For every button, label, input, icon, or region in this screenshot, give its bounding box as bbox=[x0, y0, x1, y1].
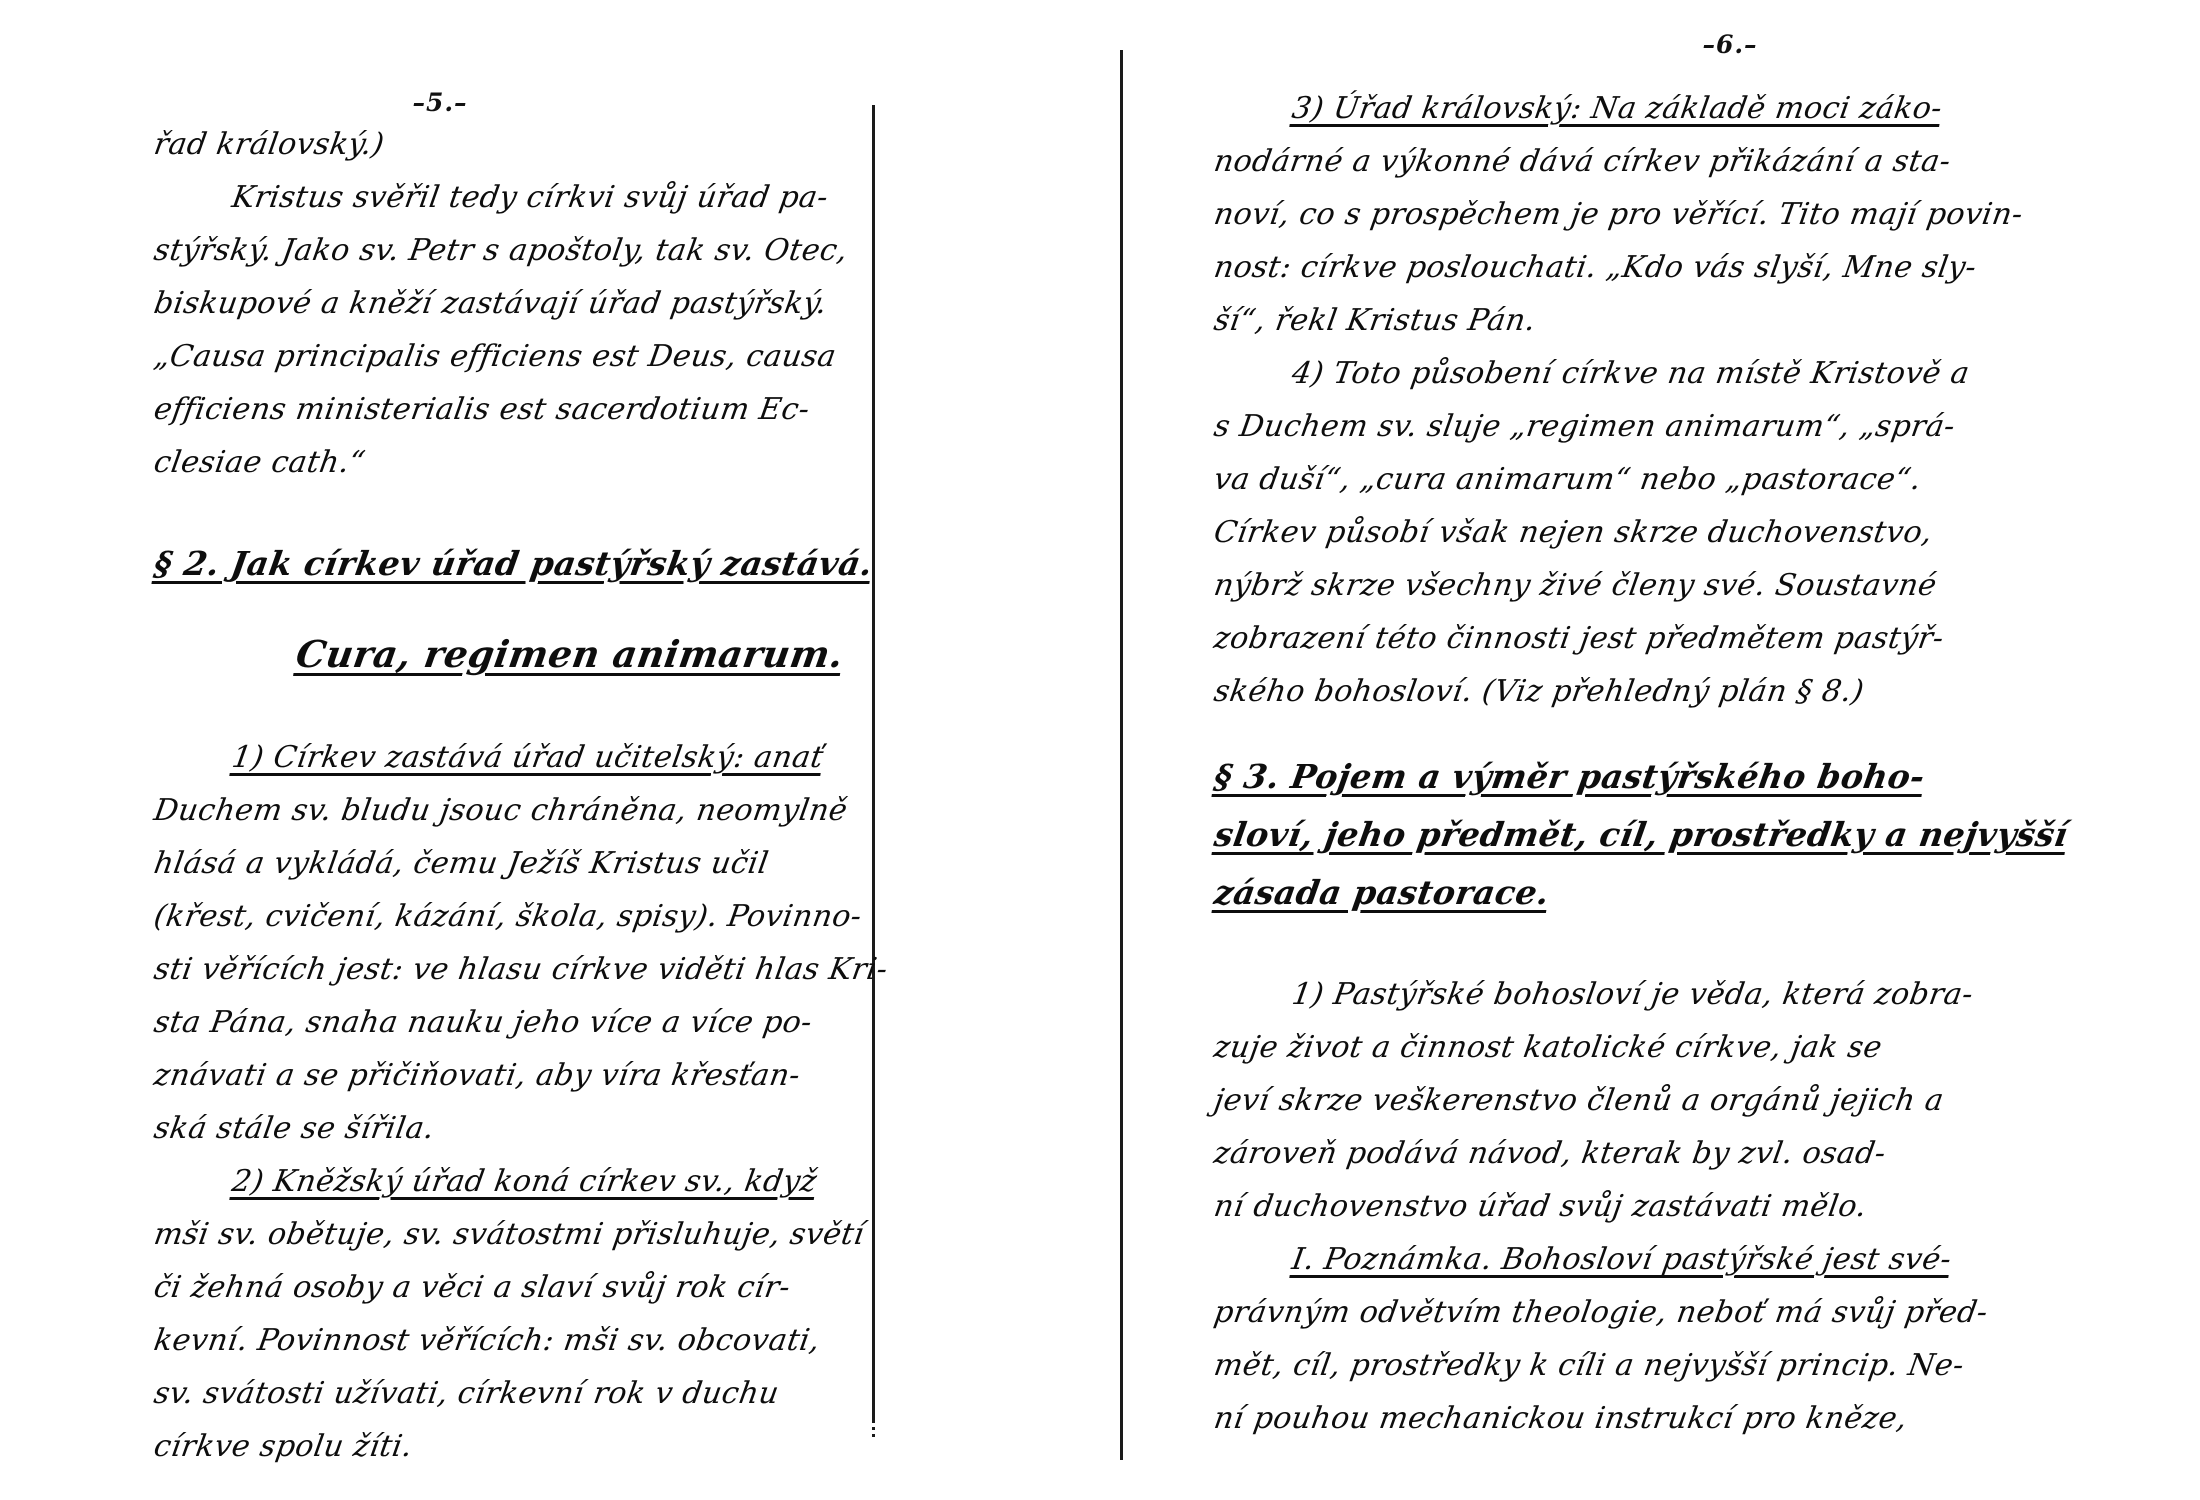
manuscript-line: stýřský. Jako sv. Petr s apoštoly, tak sv. Otec, bbox=[151, 233, 851, 268]
manuscript-line: hlásá a vykládá, čemu Ježíš Kristus učil bbox=[151, 846, 772, 881]
manuscript-line: zuje život a činnost katolické církve, jak se bbox=[1211, 1030, 1885, 1065]
manuscript-line: ská stále se šířila. bbox=[151, 1111, 437, 1146]
text-spacer bbox=[150, 489, 980, 535]
manuscript-line: kevní. Povinnost věřících: mši sv. obcovati, bbox=[151, 1323, 823, 1358]
manuscript-line: noví, co s prospěchem je pro věřící. Tito mají povin- bbox=[1211, 197, 2026, 232]
right-leaf bbox=[1100, 0, 2200, 1500]
text-spacer bbox=[150, 685, 980, 731]
manuscript-line: § 2. Jak církev úřad pastýřský zastává. bbox=[151, 544, 876, 583]
manuscript-line: clesiae cath.“ bbox=[151, 445, 368, 480]
manuscript-line: § 3. Pojem a výměr pastýřského boho- bbox=[1211, 757, 1928, 796]
left-folio-number: –5.– bbox=[412, 88, 468, 117]
manuscript-line: va duší“, „cura animarum“ nebo „pastorace“. bbox=[1211, 462, 1924, 497]
right-text-block bbox=[1210, 82, 2071, 1445]
manuscript-line: právným odvětvím theologie, neboť má svůj před- bbox=[1211, 1295, 1991, 1330]
manuscript-line: sta Pána, snaha nauku jeho více a více po- bbox=[151, 1005, 815, 1040]
manuscript-line: ní pouhou mechanickou instrukcí pro kněze, bbox=[1211, 1401, 1910, 1436]
manuscript-line: zásada pastorace. bbox=[1211, 873, 1553, 912]
manuscript-line: 2) Kněžský úřad koná církev sv., když bbox=[229, 1164, 820, 1199]
manuscript-line: (křest, cvičení, kázání, škola, spisy). Povinno- bbox=[151, 899, 865, 934]
manuscript-line: s Duchem sv. sluje „regimen animarum“, „sprá- bbox=[1211, 409, 1958, 444]
manuscript-line: sloví, jeho předmět, cíl, prostředky a nejvyšší bbox=[1211, 815, 2071, 854]
manuscript-line: I. Poznámka. Bohosloví pastýřské jest své- bbox=[1289, 1242, 1954, 1277]
text-spacer bbox=[1210, 718, 2060, 748]
text-spacer bbox=[150, 593, 980, 623]
manuscript-line: Církev působí však nejen skrze duchovenstvo, bbox=[1211, 515, 1935, 550]
manuscript-line: sv. svátosti užívati, církevní rok v duchu bbox=[151, 1376, 782, 1411]
manuscript-line: 4) Toto působení církve na místě Kristově a bbox=[1289, 356, 1972, 391]
manuscript-line: nodárné a výkonné dává církev přikázání a sta- bbox=[1211, 144, 1954, 179]
manuscript-line: mět, cíl, prostředky k cíli a nejvyšší princip. Ne- bbox=[1211, 1348, 1967, 1383]
manuscript-line: řad královský.) bbox=[151, 127, 387, 162]
manuscript-line: „Causa principalis efficiens est Deus, causa bbox=[151, 339, 839, 374]
left-text-block bbox=[150, 118, 980, 1473]
manuscript-line: Duchem sv. bludu jsouc chráněna, neomylně bbox=[151, 793, 850, 828]
manuscript-line: sti věřících jest: ve hlasu církve viděti hlas Kri- bbox=[151, 952, 891, 987]
manuscript-line: mši sv. obětuje, sv. svátostmi přisluhuje, světí bbox=[151, 1217, 867, 1252]
manuscript-line: Cura, regimen animarum. bbox=[293, 632, 847, 676]
manuscript-line: efficiens ministerialis est sacerdotium Ec- bbox=[151, 392, 813, 427]
manuscript-line: biskupové a kněží zastávají úřad pastýřský. bbox=[151, 286, 830, 321]
manuscript-line: ského bohosloví. (Viz přehledný plán § 8.) bbox=[1211, 674, 1867, 709]
manuscript-line: či žehná osoby a věci a slaví svůj rok cír- bbox=[151, 1270, 793, 1305]
manuscript-line: nost: církve poslouchati. „Kdo vás slyší, Mne sly- bbox=[1211, 250, 1979, 285]
right-margin-rule bbox=[1120, 50, 1123, 1460]
manuscript-line: církve spolu žíti. bbox=[151, 1429, 416, 1464]
manuscript-line: jeví skrze veškerenstvo členů a orgánů jejich a bbox=[1211, 1083, 1947, 1118]
manuscript-line: zobrazení této činnosti jest předmětem pastýř- bbox=[1211, 621, 1947, 656]
manuscript-line: ší“, řekl Kristus Pán. bbox=[1211, 303, 1539, 338]
right-folio-number: –6.– bbox=[1702, 30, 1758, 59]
manuscript-line: zároveň podává návod, kterak by zvl. osad- bbox=[1211, 1136, 1889, 1171]
manuscript-line: 1) Pastýřské bohosloví je věda, která zobra- bbox=[1289, 977, 1976, 1012]
manuscript-line: nýbrž skrze všechny živé členy své. Soustavné bbox=[1211, 568, 1940, 603]
manuscript-line: ní duchovenstvo úřad svůj zastávati mělo. bbox=[1211, 1189, 1870, 1224]
text-spacer bbox=[1210, 922, 2060, 968]
manuscript-line: znávati a se přičiňovati, aby víra křesťan- bbox=[151, 1058, 803, 1093]
manuscript-line: Kristus svěřil tedy církvi svůj úřad pa- bbox=[229, 180, 831, 215]
manuscript-line: 1) Církev zastává úřad učitelský: anať bbox=[229, 740, 826, 775]
manuscript-line: 3) Úřad královský: Na základě moci záko- bbox=[1289, 91, 1945, 126]
